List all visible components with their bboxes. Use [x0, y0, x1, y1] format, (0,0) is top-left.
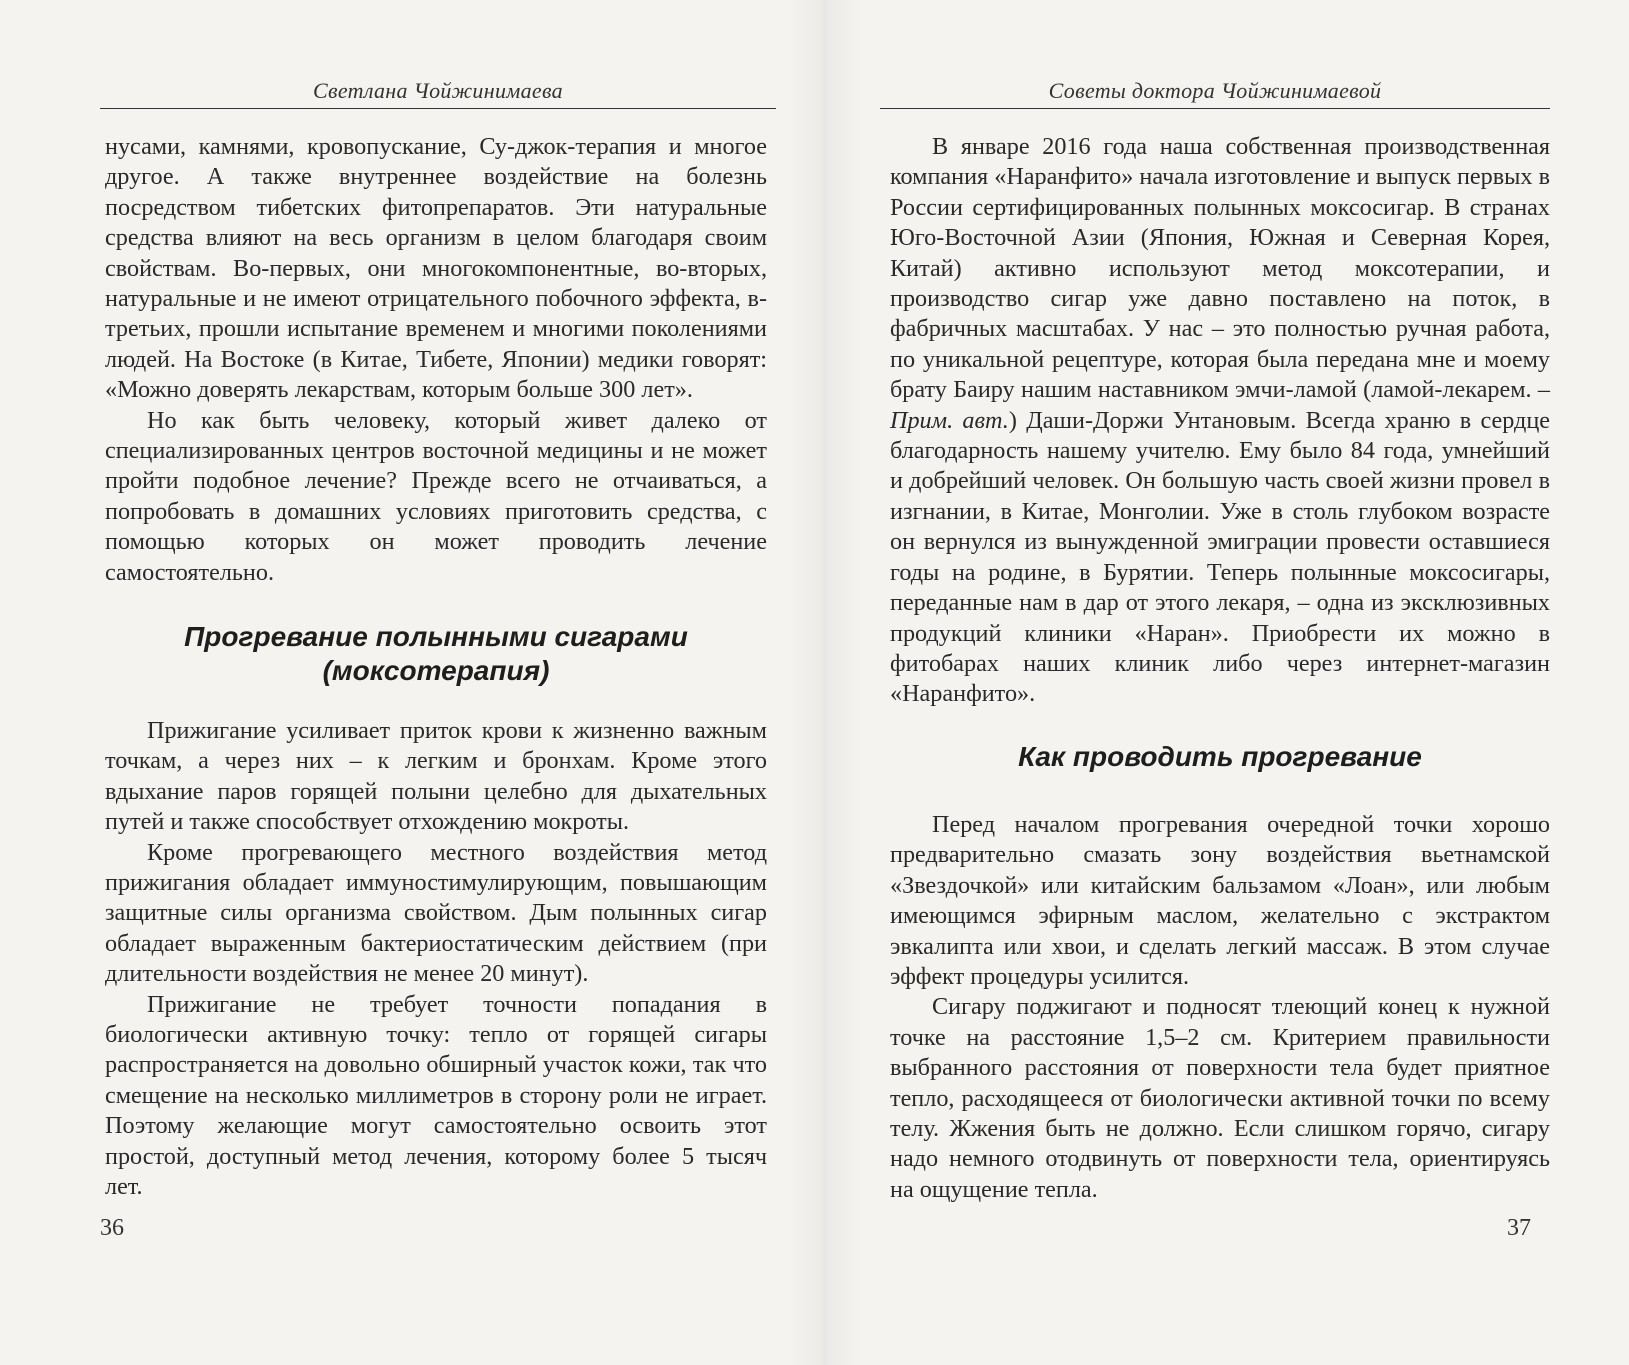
left-header-rule: [100, 108, 776, 109]
right-header-rule: [880, 108, 1550, 109]
left-heading-line-1: Прогревание полынными сигарами: [184, 621, 688, 652]
left-paragraph-4: Кроме прогревающего местного воздействия метод прижигания обладает иммуностимулирующим, повышающим защитные силы организма свойством. Дым полынных сигар обладает выраженным бактериостатическим действием (при длительности воздействия не менее 20 минут).: [105, 838, 767, 988]
left-heading-line-2: (моксотерапия): [322, 655, 550, 686]
right-paragraph-2: Перед началом прогревания очередной точки хорошо предварительно смазать зону воздействия вьетнамской «Звездочкой» или китайским бальзамом «Лоан», или любым имеющимся эфирным маслом, желательно с экстрактом эвкалипта или хвои, и сделать легкий массаж. В этом случае эффект процедуры усилится.: [890, 811, 1550, 991]
left-paragraph-1: нусами, камнями, кровопускание, Су-джок-терапия и многое другое. А также внутреннее воздействие на болезнь посредством тибетских фитопрепаратов. Эти натуральные средства влияют на весь организм в целом благодаря своим свойствам. Во-первых, они многокомпонентные, во-вторых, натуральные и не имеют отрицательного побочного эффекта, в-третьих, прошли испытание временем и многими поколениями людей. На Востоке (в Китае, Тибете, Японии) медики говорят: «Можно доверять лекарствам, которым больше 300 лет».: [105, 133, 767, 404]
right-page-number: 37: [1507, 1215, 1531, 1241]
right-section-heading: Как проводить прогревание: [1018, 741, 1422, 772]
right-body-top: [890, 132, 1550, 710]
left-paragraph-2: Но как быть человеку, который живет далеко от специализированных центров восточной медицины и не может пройти подобное лечение? Прежде всего не отчаиваться, а попробовать в домашних условиях приготовить средства, с помощью которых он может проводить лечение самостоятельно.: [105, 406, 767, 586]
right-running-head: Советы доктора Чойжинимаевой: [1048, 78, 1382, 103]
right-paragraph-1-part-b: ) Даши-Доржи Унтановым. Всегда храню в сердце благодарность нашему учителю. Ему было 84 года, умнейший и добрейший человек. Он большую часть своей жизни провел в изгнании, в Китае, Монголии. Уже в столь глубоком возрасте он вернулся из вынужденной эмиграции провести оставшиеся годы на родине, в Бурятии. Теперь полынные моксосигары, переданные нам в дар от этого лекаря, – одна из эксклюзивных продукций клиники «Наран». Приобрести их можно в фитобарах наших клиник либо через интернет-магазин «Наранфито».: [890, 406, 1551, 708]
left-paragraph-3: Прижигание усиливает приток крови к жизненно важным точкам, а через них – к легким и бронхам. Кроме этого вдыхание паров горящей полыни целебно для дыхательных путей и также способствует отхождению мокроты.: [105, 717, 767, 836]
left-page: [0, 0, 810, 1365]
right-body-bottom: [890, 810, 1550, 1205]
right-paragraph-1-part-a: В январе 2016 года наша собственная производственная компания «Наранфито» начала изготовление и выпуск первых в России сертифицированных полынных моксосигар. В странах Юго-Восточной Азии (Япония, Южная и Северная Корея, Китай) активно используют метод моксотерапии, и производство сигар уже давно поставлено на поток, в фабричных масштабах. У нас – это полностью ручная работа, по уникальной рецептуре, которая была передана мне и моему брату Баиру нашим наставником эмчи-ламой (ламой-лекарем. –: [890, 133, 1550, 404]
left-paragraph-5: Прижигание не требует точности попадания в биологически активную точку: тепло от горящей сигары распространяется на довольно обширный участок кожи, так что смещение на несколько миллиметров в сторону роли не играет. Поэтому желающие могут самостоятельно освоить этот простой, доступный метод лечения, которому более 5 тысяч лет.: [105, 990, 767, 1201]
right-paragraph-1: [890, 132, 1550, 710]
left-section-heading: [105, 620, 767, 688]
left-page-number: 36: [100, 1215, 124, 1241]
left-running-head: Светлана Чойжинимаева: [313, 78, 563, 103]
right-paragraph-3: Сигару поджигают и подносят тлеющий конец к нужной точке на расстояние 1,5–2 см. Критерием правильности выбранного расстояния от поверхности тела будет приятное тепло, расходящееся от биологически активной точки по всему телу. Жжения быть не должно. Если слишком горячо, сигару надо немного отодвинуть от поверхности тела, ориентируясь на ощущение тепла.: [890, 993, 1550, 1203]
right-page: [830, 0, 1629, 1365]
left-body-bottom: [105, 716, 767, 1203]
left-body-top: [105, 132, 767, 588]
right-paragraph-1-note: Прим. авт.: [890, 406, 1009, 434]
